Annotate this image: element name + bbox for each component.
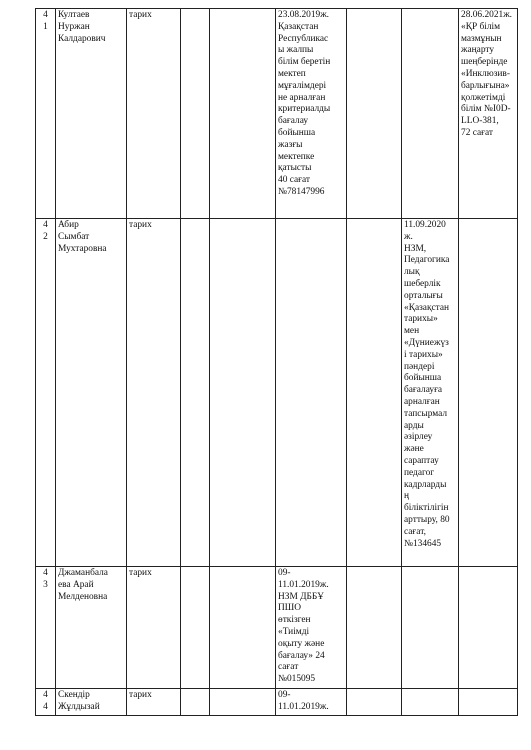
cell-col4	[181, 9, 210, 219]
cell-col7	[347, 219, 402, 567]
cell-col7	[347, 9, 402, 219]
cell-col4	[181, 567, 210, 689]
teacher-name: Култаев Нуржан Калдарович	[56, 9, 127, 219]
cell-col8	[402, 9, 459, 219]
cell-col8	[402, 689, 459, 716]
table-row	[36, 219, 518, 567]
subject-cell: тарих	[127, 689, 181, 716]
cell-col7	[347, 567, 402, 689]
cell-col7	[347, 689, 402, 716]
subject-cell: тарих	[127, 567, 181, 689]
row-number: 4 2	[36, 219, 56, 567]
cell-col9	[459, 567, 518, 689]
cell-col6	[276, 219, 347, 567]
subject-cell: тарих	[127, 219, 181, 567]
teacher-name: Скендір Жұлдызай	[56, 689, 127, 716]
cell-col6: 09- 11.01.2019ж.	[276, 689, 347, 716]
cell-col5	[210, 219, 276, 567]
cell-col9	[459, 689, 518, 716]
cell-col4	[181, 219, 210, 567]
subject-cell: тарих	[127, 9, 181, 219]
cell-col6: 09- 11.01.2019ж. НЗМ ДББҰ ПШО өткізген «Тиімді оқыту және бағалау» 24 сағат №015095	[276, 567, 347, 689]
cell-col5	[210, 567, 276, 689]
cell-col6: 23.08.2019ж. Қазақстан Республикас ы жалпы білім беретін мектеп мұғалімдері не арналған критериалды бағалау бойынша жазғы мектепке қатысты 40 сағат №78147996	[276, 9, 347, 219]
cell-col5	[210, 9, 276, 219]
cell-col5	[210, 689, 276, 716]
cell-col9: 28.06.2021ж. «ҚР білім мазмұнын жаңарту шеңберінде «Инклюзив- барлығына» қолжетімді білім №I0D- LLO-381, 72 сағат	[459, 9, 518, 219]
teacher-name: Джаманбала ева Арай Мелденовна	[56, 567, 127, 689]
cell-col9	[459, 219, 518, 567]
row-number: 4 4	[36, 689, 56, 716]
training-table	[35, 8, 518, 716]
cell-col8: 11.09.2020 ж. НЗМ, Педагогика лық шеберлік орталығы «Қазақстан тарихы» мен «Дүниежүз і тарихы» пәндері бойынша бағалауға арналған тапсырмал арды әзірлеу және сараптау педагог кадрларды ң біліктілігін арттыру, 80 сағат, №134645	[402, 219, 459, 567]
table-row	[36, 689, 518, 716]
teacher-name: Абир Сымбат Мухтаровна	[56, 219, 127, 567]
cell-col4	[181, 689, 210, 716]
table-row	[36, 567, 518, 689]
table-row	[36, 9, 518, 219]
row-number: 4 3	[36, 567, 56, 689]
cell-col8	[402, 567, 459, 689]
row-number: 4 1	[36, 9, 56, 219]
